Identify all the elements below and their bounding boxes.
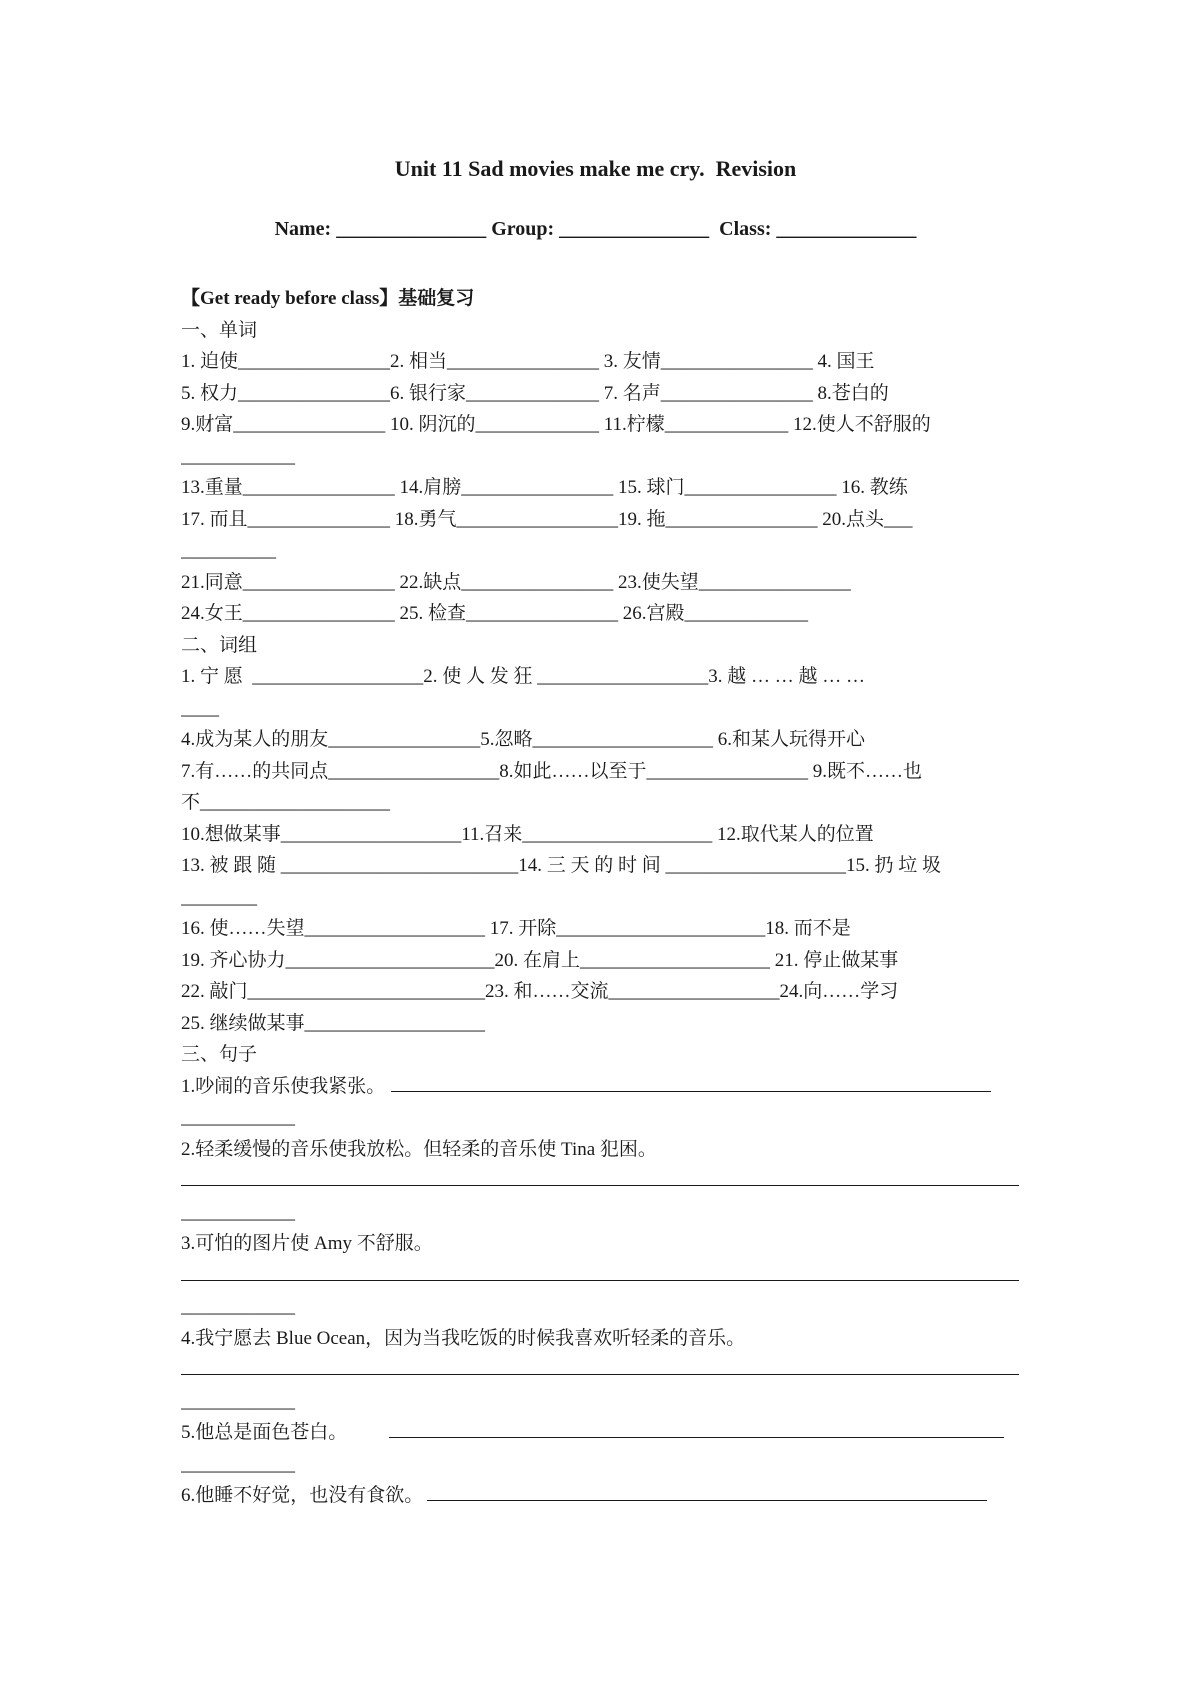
answer-continuation[interactable]: ____________ (181, 1201, 295, 1223)
sentence-prompt: 2.轻柔缓慢的音乐使我放松。但轻柔的音乐使 Tina 犯困。 (181, 1138, 657, 1160)
vocabulary-list (181, 346, 1019, 1039)
worksheet-body (181, 283, 1019, 1512)
answer-continuation[interactable]: ____________ (181, 1107, 295, 1128)
exercise-line: 7.有……的共同点__________________8.如此……以至于_________________ 9.既不……也 (181, 760, 923, 782)
answer-continuation[interactable]: ____________ (181, 1296, 295, 1317)
exercise-line: 5. 权力________________6. 银行家______________ 7. 名声________________ 8.苍白的 (181, 382, 889, 404)
exercise-line: 10.想做某事___________________11.召来____________________ 12.取代某人的位置 (181, 823, 874, 845)
sentence-prompt (181, 1480, 1019, 1512)
exercise-line: ____ (181, 697, 219, 719)
exercise-line: 13.重量________________ 14.肩膀________________ 15. 球门________________ 16. 教练 (181, 477, 908, 498)
sentence-prompt (181, 1417, 1019, 1449)
exercise-line: 22. 敲门_________________________23. 和……交流__________________24.向……学习 (181, 981, 899, 1002)
exercise-line: 1. 宁 愿 __________________2. 使 人 发 狂 __________________3. 越 … … 越 … … (181, 666, 866, 687)
answer-blank[interactable] (427, 1481, 987, 1501)
exercise-line: 1. 迫使________________2. 相当________________ 3. 友情________________ 4. 国王 (181, 351, 875, 372)
exercise-line: 19. 齐心协力______________________20. 在肩上____________________ 21. 停止做某事 (181, 949, 899, 971)
exercise-line: 21.同意________________ 22.缺点________________ 23.使失望________________ (181, 571, 851, 593)
sentence-prompt: 3.可怕的图片使 Amy 不舒服。 (181, 1233, 433, 1254)
exercise-line: __________ (181, 540, 276, 561)
answer-blank[interactable] (389, 1418, 1004, 1438)
answer-continuation[interactable]: ____________ (181, 1453, 295, 1475)
exercise-line: 17. 而且_______________ 18.勇气_________________19. 拖________________ 20.点头___ (181, 508, 913, 530)
sentences-heading: 三、句子 (181, 1044, 258, 1065)
answer-line[interactable] (181, 1165, 1019, 1197)
phrases-heading: 二、词组 (181, 634, 258, 656)
answer-continuation[interactable]: ____________ (181, 1390, 295, 1412)
answer-blank[interactable] (181, 1261, 1019, 1281)
exercise-line: ____________ (181, 445, 295, 467)
sentence-list (181, 1071, 1019, 1512)
words-heading: 一、单词 (181, 319, 258, 341)
answer-blank[interactable] (181, 1166, 1019, 1186)
answer-blank[interactable] (391, 1072, 991, 1092)
sentence-text: 1.吵闹的音乐使我紧张。 (181, 1075, 386, 1097)
answer-line[interactable] (181, 1354, 1019, 1386)
sentence-prompt: 4.我宁愿去 Blue Ocean，因为当我吃饭的时候我喜欢听轻柔的音乐。 (181, 1327, 746, 1349)
sentence-prompt (181, 1071, 1019, 1103)
exercise-line: 24.女王________________ 25. 检查________________ 26.宫殿_____________ (181, 603, 809, 624)
exercise-line: 不____________________ (181, 792, 391, 813)
exercise-line: 9.财富________________ 10. 阴沉的_____________ 11.柠檬_____________ 12.使人不舒服的 (181, 414, 931, 435)
section-header: 【Get ready before class】基础复习 (181, 288, 475, 309)
exercise-line: 16. 使……失望___________________ 17. 开除______________________18. 而不是 (181, 918, 851, 939)
exercise-line: 4.成为某人的朋友________________5.忽略___________________ 6.和某人玩得开心 (181, 729, 866, 750)
exercise-line: ________ (181, 886, 257, 908)
exercise-line: 13. 被 跟 随 _________________________14. 三 天 的 时 间 ___________________15. 扔 垃 圾 (181, 855, 942, 876)
sentence-text: 6.他睡不好觉，也没有食欲。 (181, 1485, 424, 1506)
answer-blank[interactable] (181, 1355, 1019, 1375)
answer-line[interactable] (181, 1260, 1019, 1292)
page-title: Unit 11 Sad movies make me cry. Revision (394, 156, 797, 181)
sentence-text: 5.他总是面色苍白。 (181, 1422, 348, 1443)
exercise-line: 25. 继续做某事___________________ (181, 1012, 486, 1034)
student-info-line: Name: _______________ Group: _______________ Class: ______________ (274, 218, 917, 240)
